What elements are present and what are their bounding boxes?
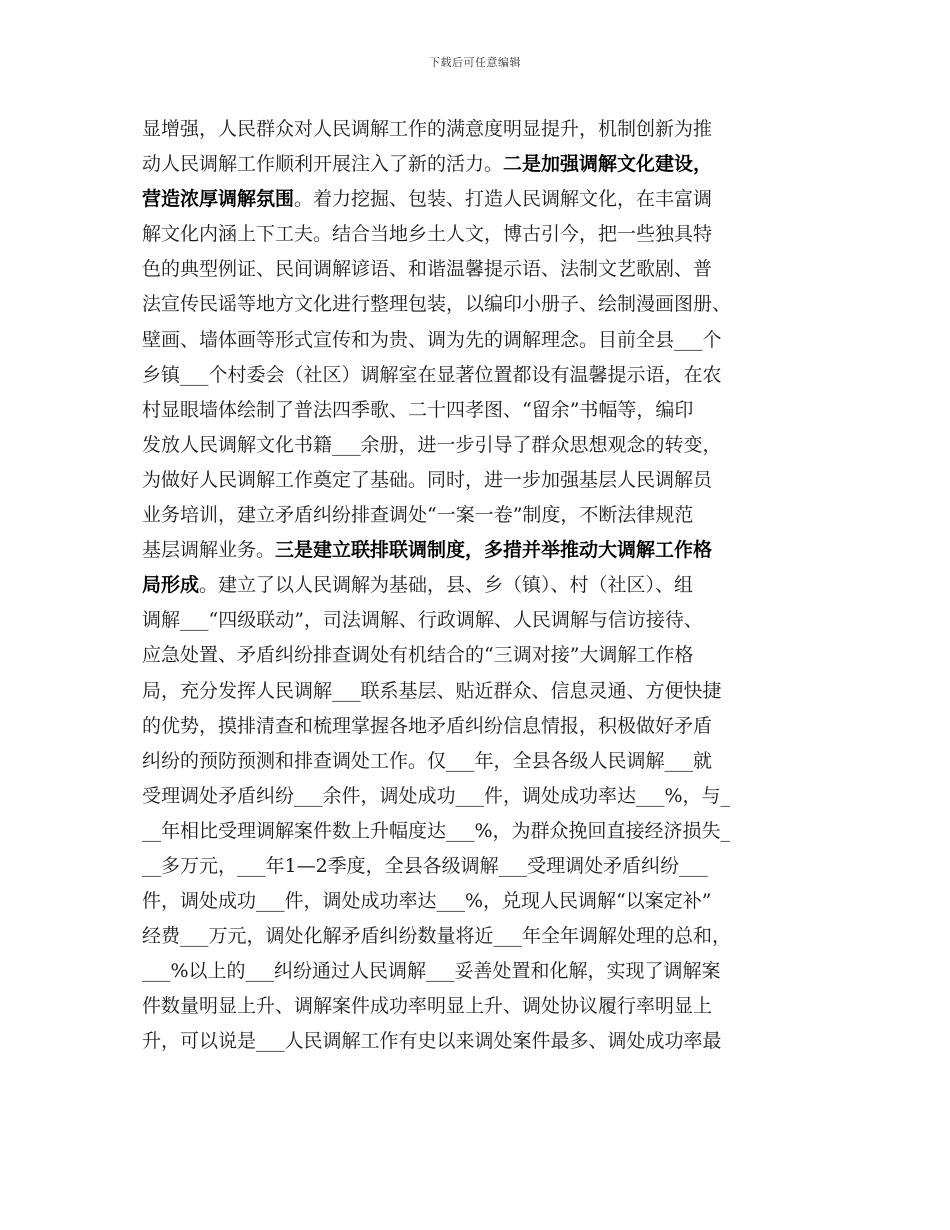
text-line — [142, 112, 814, 147]
text-line — [142, 954, 814, 989]
text-line — [142, 709, 814, 744]
text-line — [142, 182, 814, 217]
body-text-segment: 纠纷的预防预测和排查调处工作。仅___年，全县各级人民调解___就 — [142, 749, 713, 772]
bold-heading-text: 三是建立联排联调制度，多措并举推动大调解工作格 — [275, 539, 713, 562]
text-line — [142, 147, 814, 182]
body-text-segment: __多万元，___年1—2季度，全县各级调解___受理调处矛盾纠纷___ — [142, 854, 708, 877]
body-text-segment: 升，可以说是___人民调解工作有史以来调处案件最多、调处成功率最 — [142, 1030, 722, 1053]
text-line — [142, 674, 814, 709]
body-text-segment: 动人民调解工作顺利开展注入了新的活力。 — [142, 153, 504, 176]
body-text-segment: 经费___万元，调处化解矛盾纠纷数量将近___年全年调解处理的总和， — [142, 925, 732, 948]
body-text-segment: 件，调处成功___件，调处成功率达___%，兑现人民调解“以案定补” — [142, 890, 712, 913]
text-line — [142, 603, 814, 638]
text-line — [142, 498, 814, 533]
body-text-segment: 。着力挖掘、包装、打造人民调解文化，在丰富调 — [294, 188, 713, 211]
body-text-segment: 局，充分发挥人民调解___联系基层、贴近群众、信息灵通、方便快捷 — [142, 679, 722, 702]
body-text-segment: 村显眼墙体绘制了普法四季歌、二十四孝图、“留余”书幅等，编印 — [142, 398, 694, 421]
text-line — [142, 814, 814, 849]
body-text-segment: 解文化内涵上下工夫。结合当地乡土人文，博古引今，把一些独具特 — [142, 223, 713, 246]
body-text-segment: 。建立了以人民调解为基础，县、乡（镇）、村（社区）、组 — [199, 574, 694, 597]
body-text-segment: 发放人民调解文化书籍___余册，进一步引导了群众思想观念的转变， — [142, 433, 722, 456]
body-text-segment: 为做好人民调解工作奠定了基础。同时，进一步加强基层人民调解员 — [142, 468, 713, 491]
page-header: 下载后可任意编辑 — [429, 56, 521, 69]
body-text-segment: 的优势，摸排清查和梳理掌握各地矛盾纠纷信息情报，积极做好矛盾 — [142, 714, 713, 737]
text-line — [142, 217, 814, 252]
body-text-segment: 乡镇___个村委会（社区）调解室在显著位置都设有温馨提示语，在农 — [142, 363, 722, 386]
text-line — [142, 989, 814, 1024]
body-text-segment: 件数量明显上升、调解案件成功率明显上升、调处协议履行率明显上 — [142, 995, 713, 1018]
text-line — [142, 884, 814, 919]
body-text-segment: 应急处置、矛盾纠纷排查调处有机结合的“三调对接”大调解工作格 — [142, 644, 694, 667]
text-line — [142, 919, 814, 954]
body-text-segment: ___%以上的___纠纷通过人民调解___妥善处置和化解，实现了调解案 — [142, 960, 721, 983]
text-line — [142, 533, 814, 568]
text-line — [142, 428, 814, 463]
text-line — [142, 252, 814, 287]
text-line — [142, 287, 814, 322]
body-text-segment: 调解___“四级联动”，司法调解、行政调解、人民调解与信访接待、 — [142, 609, 703, 632]
body-text-segment: 受理调处矛盾纠纷___余件，调处成功___件，调处成功率达___%，与_ — [142, 784, 731, 807]
body-text-segment: 壁画、墙体画等形式宣传和为贵、调为先的调解理念。目前全县___个 — [142, 328, 722, 351]
bold-heading-text: 二是加强调解文化建设， — [503, 153, 713, 176]
bold-heading-text: 局形成 — [142, 574, 200, 597]
body-text-segment: 法宣传民谣等地方文化进行整理包装，以编印小册子、绘制漫画图册、 — [142, 293, 732, 316]
body-text-segment: 色的典型例证、民间调解谚语、和谐温馨提示语、法制文艺歌剧、普 — [142, 258, 713, 281]
text-line — [142, 463, 814, 498]
body-text-segment: 显增强，人民群众对人民调解工作的满意度明显提升，机制创新为推 — [142, 118, 713, 140]
body-text-segment: __年相比受理调解案件数上升幅度达___%，为群众挽回直接经济损失_ — [142, 819, 731, 842]
text-line — [142, 393, 814, 428]
text-line — [142, 779, 814, 814]
text-line — [142, 849, 814, 884]
text-line — [142, 1024, 814, 1059]
document-body — [142, 112, 814, 1060]
text-line — [142, 744, 814, 779]
text-line — [142, 358, 814, 393]
text-line — [142, 568, 814, 603]
bold-heading-text: 营造浓厚调解氛围 — [142, 188, 295, 211]
body-text-segment: 基层调解业务。 — [142, 539, 276, 562]
text-line — [142, 638, 814, 673]
text-line — [142, 323, 814, 358]
body-text-segment: 业务培训，建立矛盾纠纷排查调处“一案一卷”制度，不断法律规范 — [142, 504, 694, 527]
